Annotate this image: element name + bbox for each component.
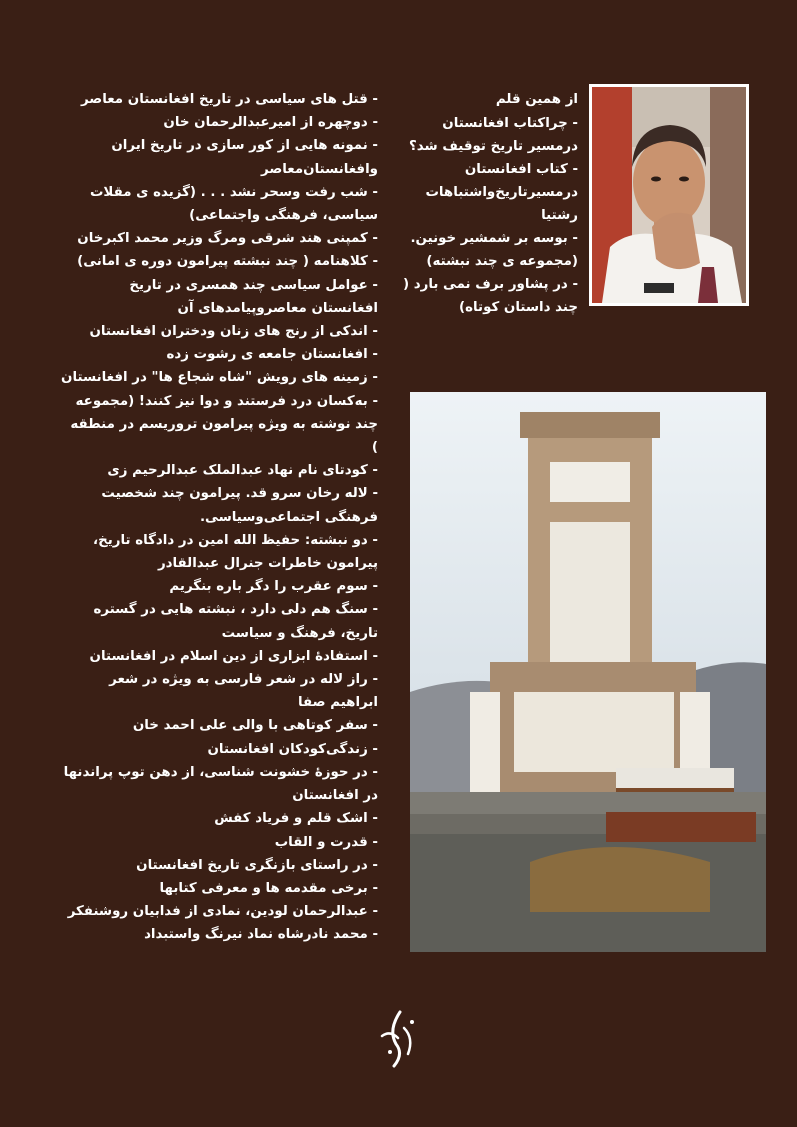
works-list-item: - قدرت و القاب	[274, 834, 378, 850]
works-list-item: - شب رفت وسحر نشد . . . (گزیده ی مقلات سیاسی، فرهنگی واجتماعی)	[89, 184, 378, 224]
works-list-item: - کمپنی هند شرقی ومرگ وزیر محمد اکبرخان	[77, 231, 378, 247]
works-list-item: - سنگ هم دلی دارد ، نبشته هایی در گستره تاریخ، فرهنگ و سیاست	[93, 602, 378, 641]
monument-photo	[410, 392, 766, 952]
same-author-item: - بوسه بر شمشیر خونین. (مجموعه ی چند نبشته)	[410, 231, 578, 269]
works-list-item: - افغانستان جامعه ی رشوت زده	[166, 347, 378, 363]
works-list-item: - اشک قلم و فریاد کفش	[214, 811, 378, 827]
works-list-item: - قتل های سیاسی در تاریخ افغانستان معاصر	[80, 92, 378, 107]
works-list-item: - عوامل سیاسی چند همسری در تاریخ افغانستان معاصروپیامدهای آن	[129, 277, 378, 316]
works-list-item: - سفر کوتاهی با والی علی احمد خان	[132, 718, 378, 734]
same-author-section	[398, 88, 578, 319]
works-list-item: - محمد نادرشاه نماد نیرنگ واستبداد	[144, 927, 378, 943]
works-list-item: - سوم عقرب را دگر باره بنگریم	[169, 579, 378, 595]
works-list	[60, 88, 378, 947]
same-author-item: - چراکتاب افغانستان درمسیر تاریخ توقیف شد؟	[409, 116, 578, 154]
works-list-item: - کودتای نام نهاد عبدالملک عبدالرحیم زی	[107, 463, 378, 479]
works-list-item: - اندکی از رنج های زنان ودختران افغانستان	[89, 324, 378, 340]
works-list-item: - استفادهٔ ابزاری از دین اسلام در افغانستان	[89, 648, 378, 664]
section-title: از همین قلم	[495, 92, 578, 107]
works-list-item: - در راستای بازنگری تاریخ افغانستان	[136, 857, 378, 873]
works-list-item: - زمینه های رویش "شاه شجاع ها" در افغانستان	[61, 370, 378, 386]
works-list-item: - دو نبشته: حفیظ الله امین در دادگاه تاریخ، پیرامون خاطرات جنرال عبدالقادر	[93, 532, 378, 572]
works-list-item: - به‌کسان درد فرستند و دوا نیز کنند! (مجموعه چند نوشته به ویژه پیرامون تروریسم در منطقه )	[70, 393, 378, 456]
same-author-item: - در پشاور برف نمی بارد ( چند داستان کوتاه)	[402, 277, 578, 315]
logo-graphic	[368, 1008, 428, 1070]
works-list-item: - در حوزهٔ خشونت شناسی، از دهن توپ پراندنها در افغانستان	[63, 764, 378, 804]
portrait-image	[592, 87, 746, 303]
works-list-item: - عبدالرحمان لودین، نمادی از فدابیان روشنفکر	[67, 904, 378, 920]
works-list-item: - کلاهنامه ( چند نبشته پیرامون دوره ی امانی)	[77, 254, 378, 270]
works-list-item: - برخی مقدمه ها و معرفی کتابها	[159, 880, 378, 896]
monument-image	[410, 392, 766, 952]
works-list-item: - زندگی‌کودکان افغانستان	[207, 741, 378, 757]
works-list-item: - دوچهره از امیرعبدالرحمان خان	[163, 115, 378, 131]
works-list-item: - راز لاله در شعر فارسی به ویژه در شعر ابراهیم صفا	[109, 672, 378, 711]
same-author-item: - کتاب افغانستان درمسیرتاریخ‌واشتباهات رشتیا	[425, 162, 578, 223]
works-list-item: - لاله رخان سرو قد. پیرامون چند شخصیت فرهنگی اجتماعی‌وسیاسی.	[101, 486, 378, 525]
works-list-item: - نمونه هایی از کور سازی در تاریخ ایران وافغانستان‌معاصر	[111, 138, 378, 177]
calligraphic-logo-icon	[368, 1008, 428, 1070]
author-portrait	[589, 84, 749, 306]
